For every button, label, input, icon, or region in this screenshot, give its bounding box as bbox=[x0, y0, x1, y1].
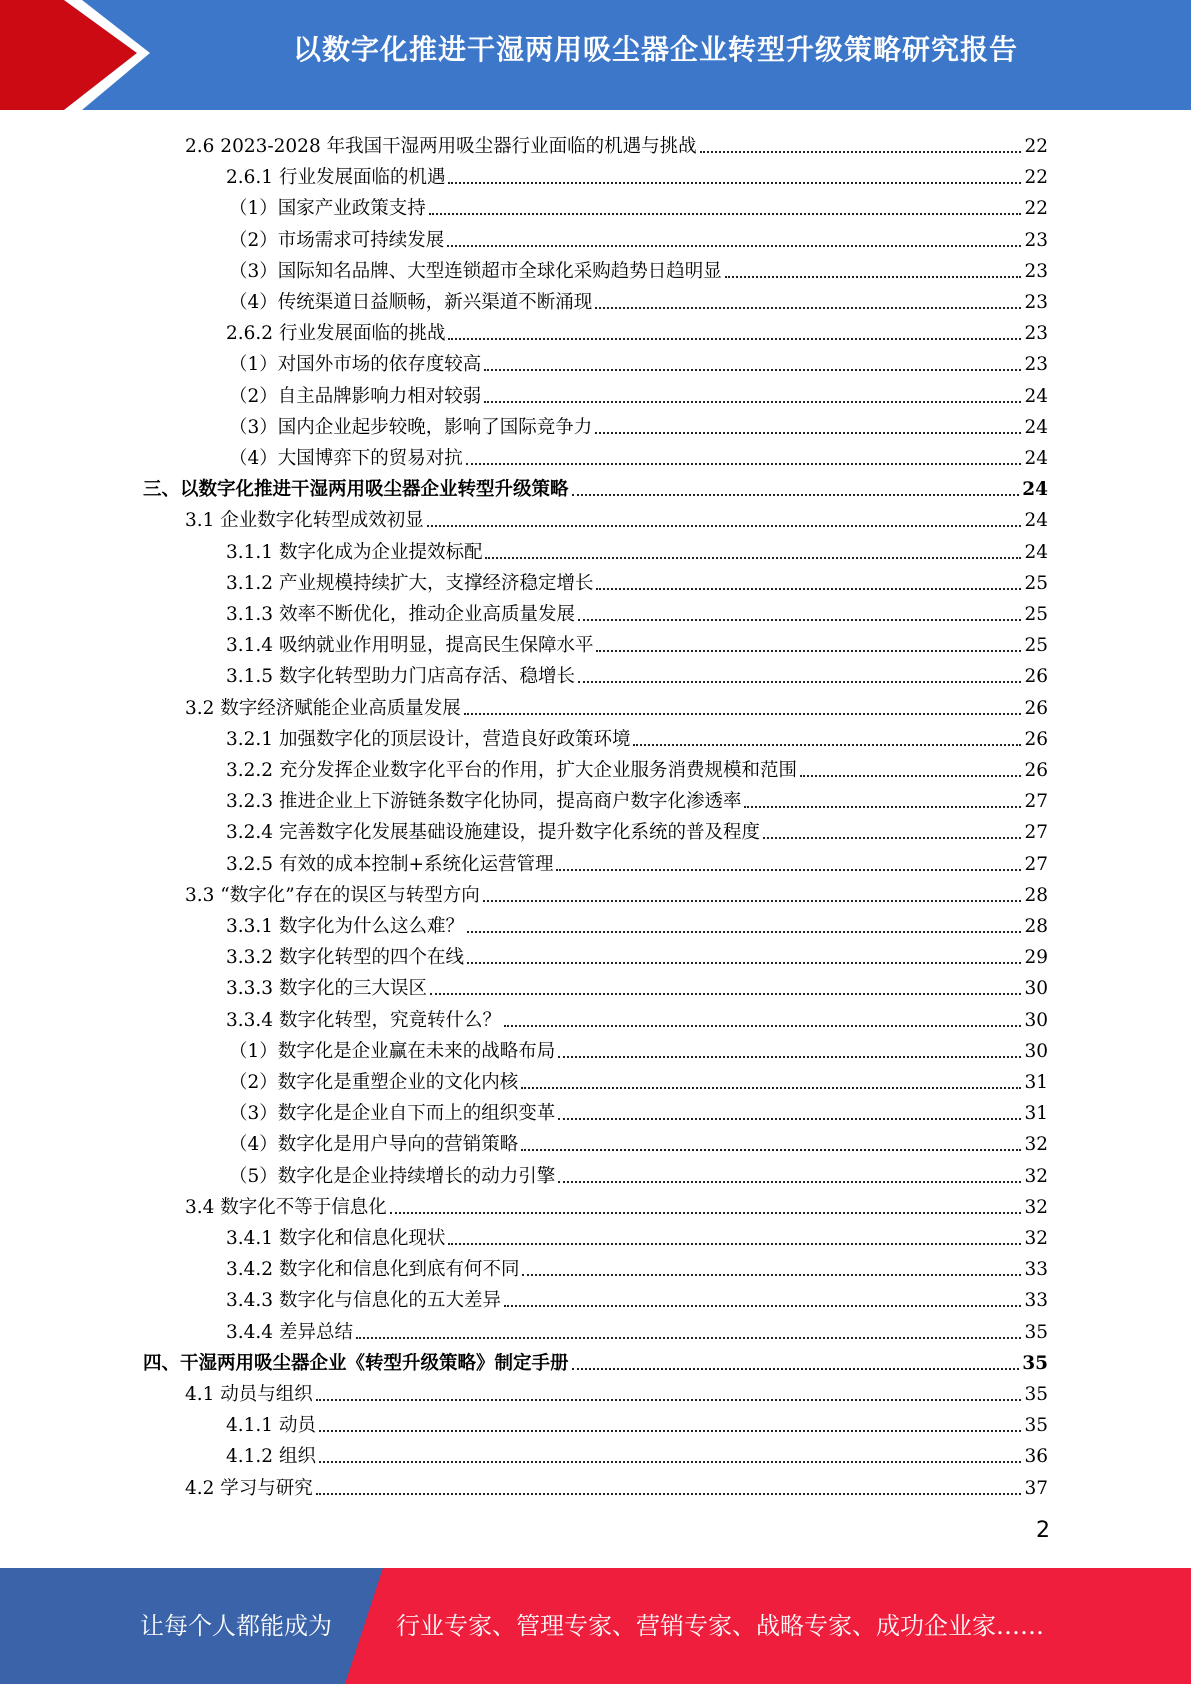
toc-entry-title: 3.2.2 充分发挥企业数字化平台的作用，扩大企业服务消费规模和范围 bbox=[226, 760, 797, 781]
toc-entry[interactable] bbox=[226, 159, 1048, 190]
toc-entry-page: 35 bbox=[1024, 1321, 1048, 1343]
toc-dot-leader bbox=[483, 899, 1022, 902]
toc-entry[interactable] bbox=[226, 1002, 1048, 1033]
toc-entry-title: 3.1.1 数字化成为企业提效标配 bbox=[226, 541, 483, 563]
toc-entry-title: 3.1.4 吸纳就业作用明显，提高民生保障水平 bbox=[226, 635, 594, 657]
toc-dot-leader bbox=[427, 524, 1022, 527]
toc-entry-page: 32 bbox=[1024, 1228, 1048, 1249]
toc-dot-leader bbox=[595, 431, 1021, 434]
toc-entry[interactable] bbox=[229, 1064, 1048, 1095]
toc-entry-title: （2）数字化是重塑企业的文化内核 bbox=[229, 1072, 519, 1093]
toc-entry-page: 29 bbox=[1024, 947, 1048, 969]
toc-entry-page: 33 bbox=[1024, 1259, 1048, 1281]
toc-entry-title: 四、干湿两用吸尘器企业《转型升级策略》制定手册 bbox=[143, 1352, 569, 1374]
toc-dot-leader bbox=[448, 1242, 1021, 1245]
toc-entry-page: 31 bbox=[1024, 1072, 1048, 1093]
toc-entry[interactable] bbox=[185, 128, 1048, 159]
toc-entry[interactable] bbox=[185, 690, 1048, 721]
toc-entry-page: 36 bbox=[1024, 1446, 1048, 1468]
toc-entry-title: 4.1.2 组织 bbox=[226, 1446, 316, 1468]
toc-entry-page: 25 bbox=[1024, 572, 1048, 594]
toc-entry[interactable] bbox=[226, 1220, 1048, 1251]
toc-dot-leader bbox=[596, 649, 1021, 652]
toc-entry-page: 22 bbox=[1024, 136, 1048, 157]
toc-dot-leader bbox=[572, 493, 1020, 496]
toc-entry-page: 23 bbox=[1024, 229, 1048, 251]
toc-entry-page: 32 bbox=[1024, 1134, 1048, 1156]
toc-dot-leader bbox=[466, 462, 1022, 465]
toc-dot-leader bbox=[700, 150, 1022, 153]
toc-entry-title: 3.1.5 数字化转型助力门店高存活、稳增长 bbox=[226, 666, 575, 688]
toc-entry[interactable] bbox=[229, 222, 1048, 253]
toc-entry-title: 3.2.5 有效的成本控制+系统化运营管理 bbox=[226, 853, 554, 875]
toc-entry-title: 3.2.1 加强数字化的顶层设计，营造良好政策环境 bbox=[226, 728, 631, 750]
toc-dot-leader bbox=[316, 1492, 1022, 1495]
toc-entry[interactable] bbox=[185, 1189, 1048, 1220]
toc-entry[interactable] bbox=[226, 1282, 1048, 1313]
toc-entry[interactable] bbox=[226, 627, 1048, 658]
toc-entry-page: 26 bbox=[1024, 728, 1048, 750]
toc-entry-page: 35 bbox=[1024, 1415, 1048, 1437]
toc-entry-title: 3.1 企业数字化转型成效初显 bbox=[185, 510, 424, 532]
toc-entry-page: 24 bbox=[1024, 385, 1048, 407]
toc-entry-title: 3.2.3 推进企业上下游链条数字化协同，提高商户数字化渗透率 bbox=[226, 791, 742, 813]
toc-dot-leader bbox=[595, 306, 1021, 309]
toc-entry-page: 24 bbox=[1024, 541, 1048, 563]
toc-entry-page: 25 bbox=[1024, 635, 1048, 657]
footer-slogan-left: 让每个人都能成为 bbox=[140, 1612, 332, 1640]
toc-entry-title: （2）市场需求可持续发展 bbox=[229, 229, 445, 251]
toc-entry-page: 22 bbox=[1024, 198, 1048, 220]
toc-entry[interactable] bbox=[226, 596, 1048, 627]
toc-entry-page: 24 bbox=[1022, 479, 1048, 501]
toc-dot-leader bbox=[725, 275, 1022, 278]
toc-entry[interactable] bbox=[226, 1407, 1048, 1438]
toc-entry-title: 3.3.2 数字化转型的四个在线 bbox=[226, 947, 464, 969]
toc-dot-leader bbox=[448, 337, 1021, 340]
toc-entry-title: 4.1 动员与组织 bbox=[185, 1384, 313, 1405]
toc-entry-title: 3.4.1 数字化和信息化现状 bbox=[226, 1228, 446, 1249]
toc-entry-page: 30 bbox=[1024, 978, 1048, 1000]
toc-dot-leader bbox=[572, 1367, 1020, 1370]
report-title: 以数字化推进干湿两用吸尘器企业转型升级策略研究报告 bbox=[292, 33, 1018, 66]
toc-entry[interactable] bbox=[226, 846, 1048, 877]
toc-entry-title: （3）国内企业起步较晚，影响了国际竞争力 bbox=[229, 416, 593, 438]
toc-entry[interactable] bbox=[143, 471, 1048, 502]
toc-dot-leader bbox=[467, 961, 1021, 964]
toc-entry-title: 3.2.4 完善数字化发展基础设施建设，提升数字化系统的普及程度 bbox=[226, 822, 760, 844]
toc-dot-leader bbox=[556, 868, 1021, 871]
toc-dot-leader bbox=[578, 618, 1021, 621]
toc-entry[interactable] bbox=[226, 315, 1048, 346]
toc-entry-page: 35 bbox=[1024, 1384, 1048, 1405]
toc-entry[interactable] bbox=[226, 658, 1048, 689]
toc-entry-page: 35 bbox=[1022, 1352, 1048, 1374]
toc-dot-leader bbox=[464, 712, 1022, 715]
toc-dot-leader bbox=[319, 1460, 1022, 1463]
page-footer bbox=[0, 1568, 1191, 1684]
toc-dot-leader bbox=[316, 1398, 1022, 1401]
toc-entry-title: （2）自主品牌影响力相对较弱 bbox=[229, 385, 482, 407]
page-number: 2 bbox=[1036, 1518, 1050, 1543]
toc-entry[interactable] bbox=[226, 814, 1048, 845]
toc-dot-leader bbox=[467, 930, 1021, 933]
toc-entry-page: 24 bbox=[1024, 448, 1048, 469]
toc-dot-leader bbox=[485, 556, 1021, 559]
toc-entry-page: 27 bbox=[1024, 822, 1048, 844]
toc-entry-title: （3）国际知名品牌、大型连锁超市全球化采购趋势日趋明显 bbox=[229, 260, 722, 282]
toc-entry-title: （4）数字化是用户导向的营销策略 bbox=[229, 1134, 519, 1156]
toc-dot-leader bbox=[504, 1304, 1021, 1307]
toc-entry[interactable] bbox=[229, 1126, 1048, 1157]
toc-entry-title: 3.4.2 数字化和信息化到底有何不同 bbox=[226, 1259, 520, 1281]
toc-entry-page: 23 bbox=[1024, 354, 1048, 376]
toc-entry-page: 23 bbox=[1024, 292, 1048, 313]
toc-entry[interactable] bbox=[185, 877, 1048, 908]
toc-entry-title: （4）传统渠道日益顺畅，新兴渠道不断涌现 bbox=[229, 292, 593, 313]
toc-dot-leader bbox=[504, 1024, 1021, 1027]
toc-dot-leader bbox=[521, 1148, 1021, 1151]
toc-entry-page: 27 bbox=[1024, 853, 1048, 875]
toc-entry[interactable] bbox=[226, 534, 1048, 565]
toc-dot-leader bbox=[390, 1211, 1022, 1214]
toc-entry-title: 3.4 数字化不等于信息化 bbox=[185, 1196, 387, 1218]
toc-entry[interactable] bbox=[229, 1033, 1048, 1064]
toc-entry[interactable] bbox=[226, 752, 1048, 783]
footer-slogan-right: 行业专家、管理专家、营销专家、战略专家、成功企业家…… bbox=[396, 1612, 1044, 1640]
toc-entry-page: 30 bbox=[1024, 1009, 1048, 1031]
toc-entry-title: 3.3 “数字化”存在的误区与转型方向 bbox=[185, 884, 480, 906]
toc-entry[interactable] bbox=[229, 253, 1048, 284]
toc-entry-page: 30 bbox=[1024, 1040, 1048, 1062]
toc-entry-title: 3.3.4 数字化转型，究竟转什么？ bbox=[226, 1009, 501, 1031]
toc-entry-title: 三、以数字化推进干湿两用吸尘器企业转型升级策略 bbox=[143, 479, 569, 501]
toc-dot-leader bbox=[521, 1086, 1021, 1089]
toc-entry[interactable] bbox=[229, 284, 1048, 315]
toc-entry[interactable] bbox=[226, 908, 1048, 939]
toc-dot-leader bbox=[429, 212, 1022, 215]
page-header bbox=[0, 0, 1191, 110]
toc-entry-title: （3）数字化是企业自下而上的组织变革 bbox=[229, 1103, 556, 1125]
toc-entry-title: 2.6.2 行业发展面临的挑战 bbox=[226, 323, 446, 345]
toc-entry-title: 3.2 数字经济赋能企业高质量发展 bbox=[185, 697, 461, 719]
toc-entry-page: 33 bbox=[1024, 1290, 1048, 1312]
toc-entry-title: （5）数字化是企业持续增长的动力引擎 bbox=[229, 1165, 556, 1187]
toc-entry-title: 3.3.3 数字化的三大误区 bbox=[226, 978, 427, 1000]
toc-entry-page: 32 bbox=[1024, 1165, 1048, 1187]
toc-entry[interactable] bbox=[226, 783, 1048, 814]
toc-entry[interactable] bbox=[185, 502, 1048, 533]
toc-entry-page: 31 bbox=[1024, 1103, 1048, 1125]
toc-entry-page: 28 bbox=[1024, 916, 1048, 937]
toc-entry[interactable] bbox=[229, 440, 1048, 471]
toc-dot-leader bbox=[484, 400, 1021, 403]
toc-entry-title: （4）大国博弈下的贸易对抗 bbox=[229, 448, 463, 469]
toc-entry-title: 4.1.1 动员 bbox=[226, 1415, 316, 1437]
toc-entry-page: 37 bbox=[1024, 1477, 1048, 1499]
toc-entry-title: 2.6 2023-2028 年我国干湿两用吸尘器行业面临的机遇与挑战 bbox=[185, 136, 697, 157]
toc-entry-title: （1）国家产业政策支持 bbox=[229, 198, 426, 220]
toc-entry-page: 23 bbox=[1024, 260, 1048, 282]
toc-dot-leader bbox=[484, 368, 1021, 371]
toc-dot-leader bbox=[558, 1055, 1021, 1058]
toc-dot-leader bbox=[578, 680, 1021, 683]
toc-entry-page: 26 bbox=[1024, 760, 1048, 781]
toc-entry-title: 3.1.2 产业规模持续扩大，支撑经济稳定增长 bbox=[226, 572, 594, 594]
toc-dot-leader bbox=[596, 587, 1021, 590]
toc-entry-title: 3.1.3 效率不断优化，推动企业高质量发展 bbox=[226, 604, 575, 625]
toc-entry-title: （1）数字化是企业赢在未来的战略布局 bbox=[229, 1040, 556, 1062]
toc-dot-leader bbox=[633, 743, 1021, 746]
toc-entry[interactable] bbox=[226, 565, 1048, 596]
toc-entry-page: 24 bbox=[1024, 510, 1048, 532]
toc-dot-leader bbox=[763, 836, 1021, 839]
toc-dot-leader bbox=[558, 1180, 1021, 1183]
toc-entry-title: 2.6.1 行业发展面临的机遇 bbox=[226, 167, 446, 189]
toc-entry-title: （1）对国外市场的依存度较高 bbox=[229, 354, 482, 376]
toc-entry-page: 25 bbox=[1024, 604, 1048, 625]
toc-entry-page: 32 bbox=[1024, 1196, 1048, 1218]
toc-entry[interactable] bbox=[229, 346, 1048, 377]
toc-entry[interactable] bbox=[229, 378, 1048, 409]
toc-entry[interactable] bbox=[229, 1095, 1048, 1126]
toc-entry-page: 26 bbox=[1024, 697, 1048, 719]
toc-dot-leader bbox=[522, 1273, 1021, 1276]
toc-entry[interactable] bbox=[226, 970, 1048, 1001]
toc-entry-title: 3.3.1 数字化为什么这么难？ bbox=[226, 916, 464, 937]
toc-entry[interactable] bbox=[229, 1158, 1048, 1189]
toc-entry[interactable] bbox=[226, 1251, 1048, 1282]
toc-entry[interactable] bbox=[226, 1438, 1048, 1469]
toc-dot-leader bbox=[447, 244, 1021, 247]
toc-entry[interactable] bbox=[229, 190, 1048, 221]
toc-entry[interactable] bbox=[185, 1376, 1048, 1407]
toc-entry-page: 27 bbox=[1024, 791, 1048, 813]
toc-dot-leader bbox=[558, 1117, 1021, 1120]
toc-entry[interactable] bbox=[226, 721, 1048, 752]
toc-dot-leader bbox=[744, 805, 1021, 808]
toc-entry[interactable] bbox=[143, 1345, 1048, 1376]
toc-dot-leader bbox=[448, 181, 1021, 184]
toc-entry-title: 4.2 学习与研究 bbox=[185, 1477, 313, 1499]
toc-entry-title: 3.4.4 差异总结 bbox=[226, 1321, 353, 1343]
toc-dot-leader bbox=[356, 1336, 1022, 1339]
toc-entry-page: 28 bbox=[1024, 884, 1048, 906]
toc-entry-page: 23 bbox=[1024, 323, 1048, 345]
toc-entry[interactable] bbox=[229, 409, 1048, 440]
toc-entry[interactable] bbox=[185, 1470, 1048, 1501]
toc-entry[interactable] bbox=[226, 1314, 1048, 1345]
toc-entry-page: 26 bbox=[1024, 666, 1048, 688]
toc-dot-leader bbox=[800, 774, 1021, 777]
toc-entry-page: 22 bbox=[1024, 167, 1048, 189]
toc-dot-leader bbox=[430, 992, 1021, 995]
toc-entry[interactable] bbox=[226, 939, 1048, 970]
toc-entry-title: 3.4.3 数字化与信息化的五大差异 bbox=[226, 1290, 501, 1312]
toc-dot-leader bbox=[319, 1429, 1022, 1432]
toc-entry-page: 24 bbox=[1024, 416, 1048, 438]
